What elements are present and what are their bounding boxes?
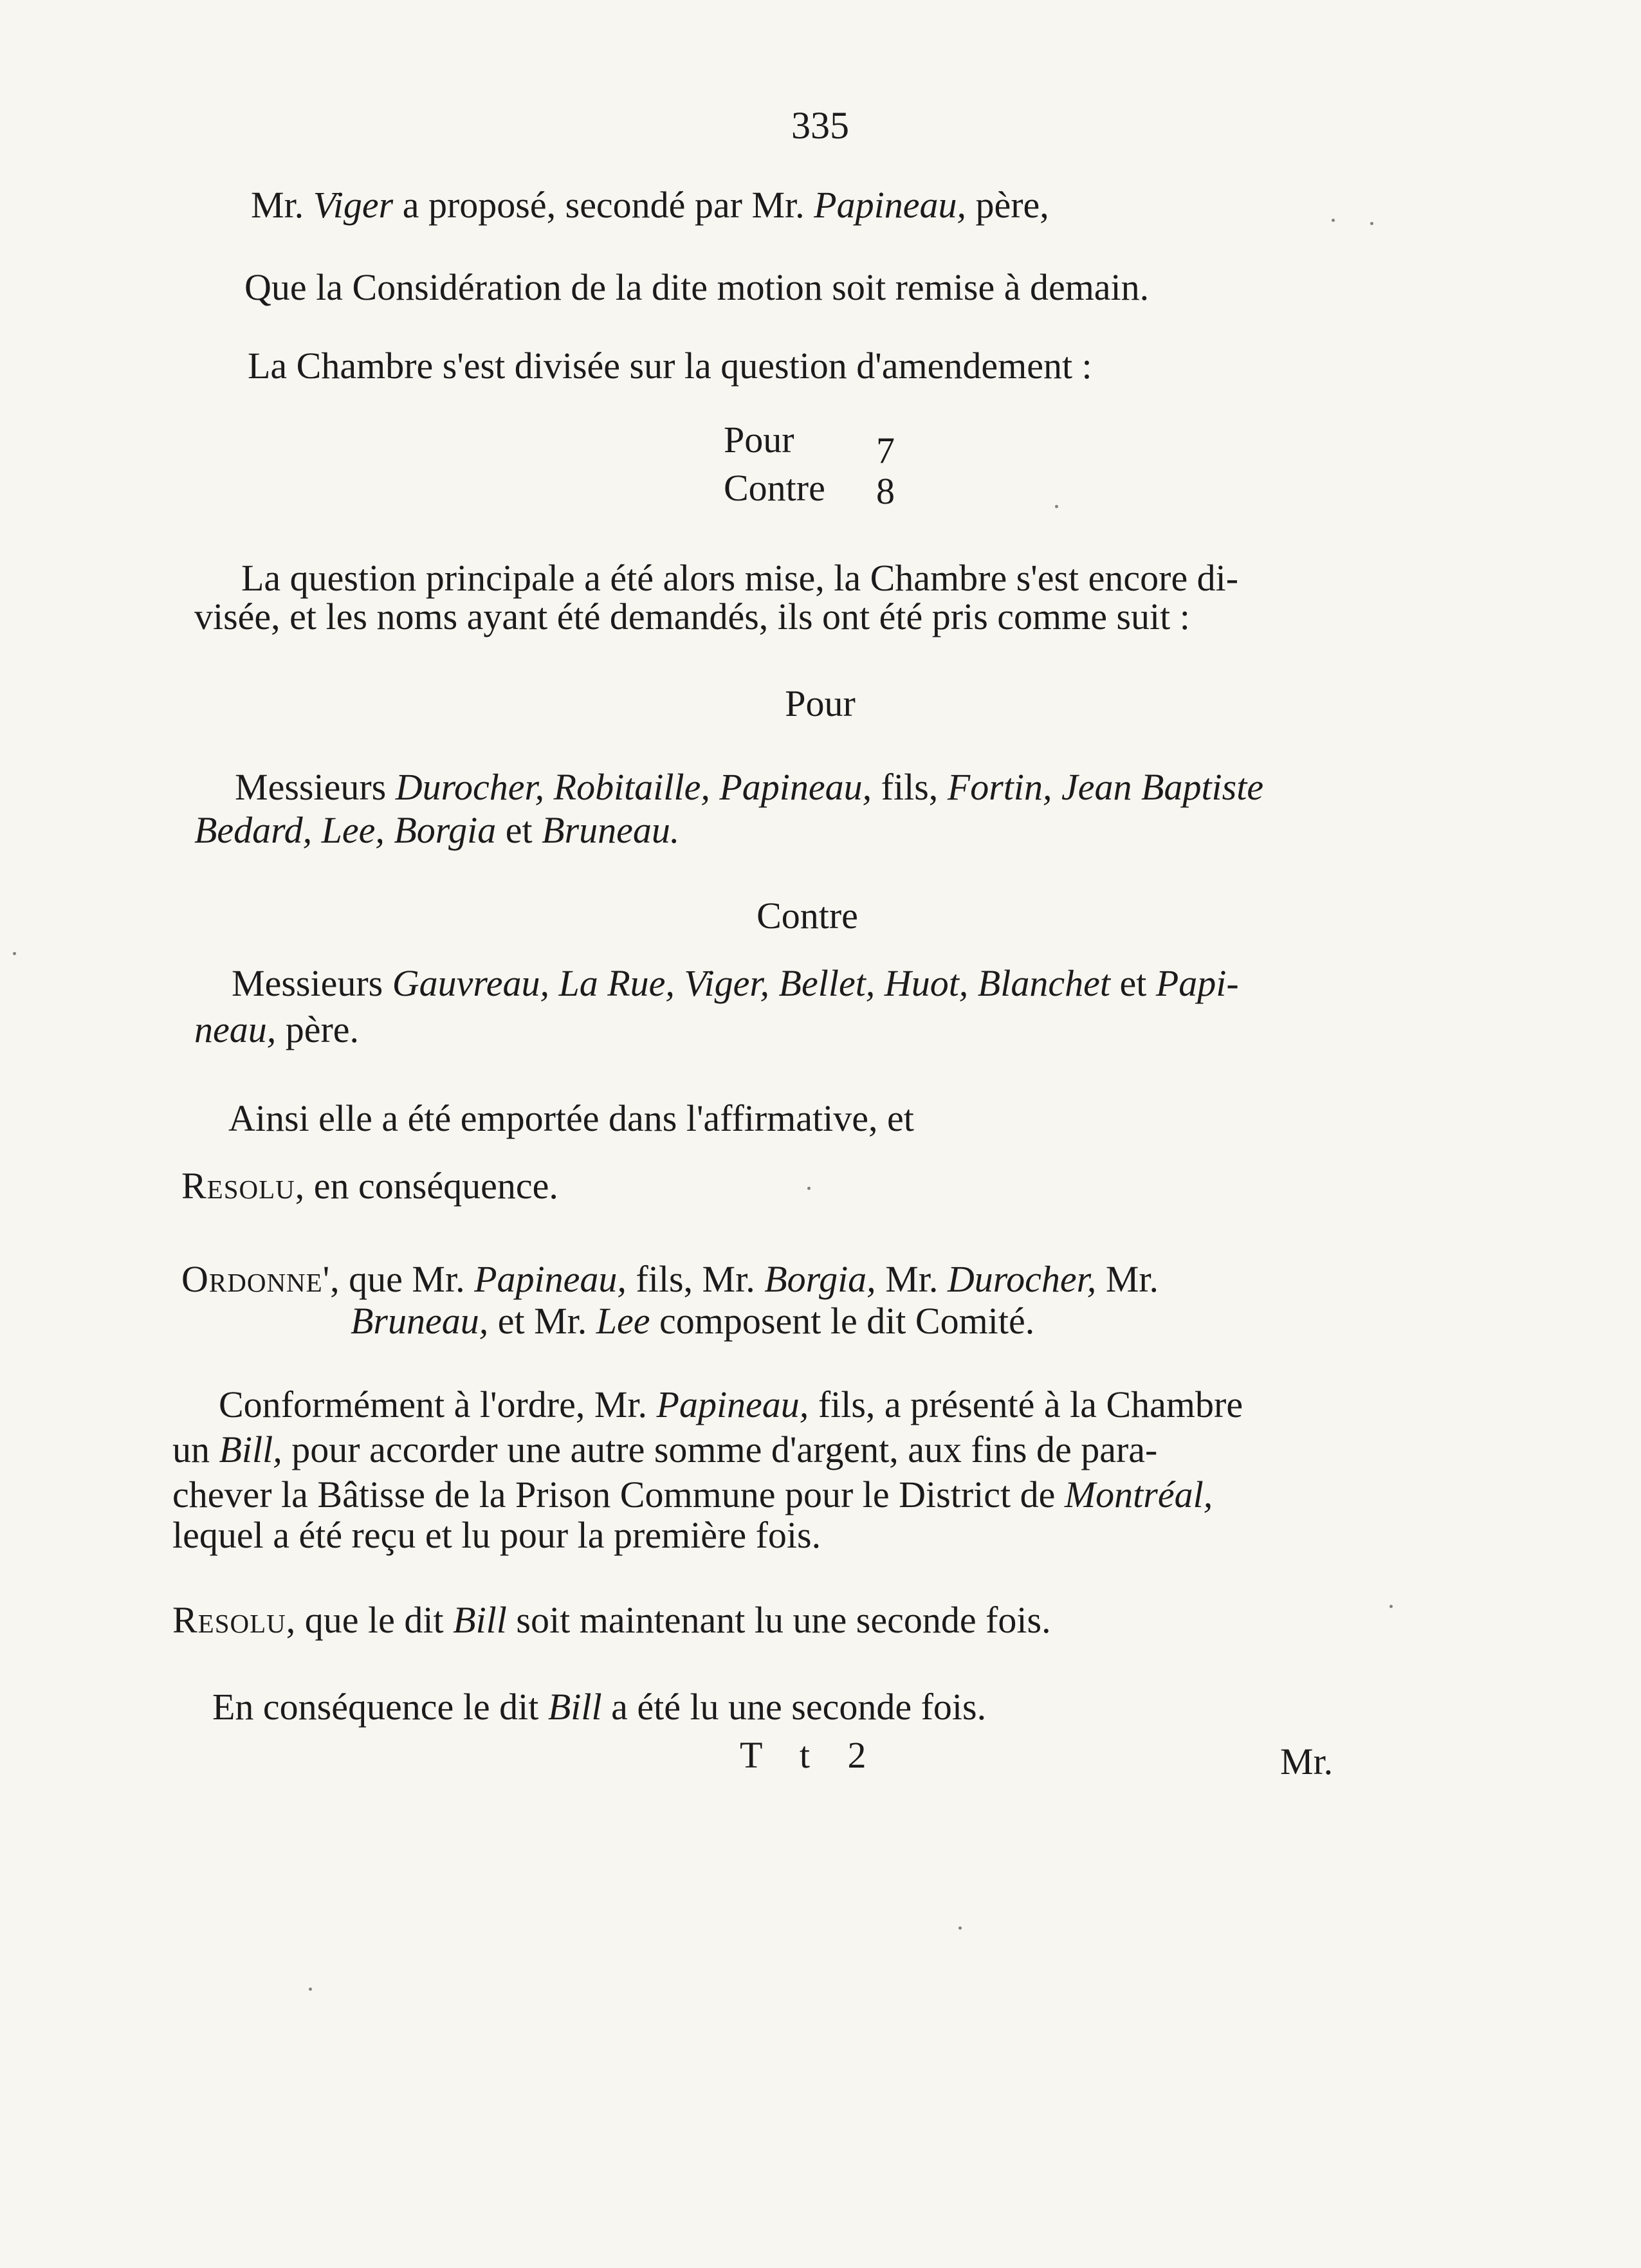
vote-contre-count: 8: [876, 470, 895, 512]
contre-heading: Contre: [756, 895, 858, 937]
print-speck: [807, 1187, 811, 1190]
conformement-line-4: lequel a été reçu et lu pour la première fois.: [172, 1514, 821, 1556]
text: pour accorder une autre somme d'argent, aux fins de para-: [282, 1429, 1158, 1470]
text: En conséquence le dit: [212, 1686, 548, 1728]
text: fils, Mr.: [626, 1258, 765, 1300]
text: et: [1110, 962, 1156, 1004]
print-speck: [1055, 505, 1058, 508]
pour-names-line-2: [194, 809, 680, 851]
catchword: Mr.: [1280, 1741, 1334, 1782]
print-speck: [1389, 1605, 1393, 1608]
text: chever la Bâtisse de la Prison Commune pour le District de: [172, 1474, 1065, 1515]
place-name: Montréal,: [1064, 1474, 1213, 1515]
text: et Mr.: [488, 1300, 596, 1342]
contre-names-line-1: [232, 962, 1239, 1004]
conformement-line-1: [219, 1386, 1243, 1423]
name: neau,: [194, 1009, 277, 1050]
motion-proposer-line: [251, 184, 1049, 226]
text: a proposé, secondé par Mr.: [393, 184, 814, 226]
pour-names-line-1: [235, 766, 1264, 808]
vote-pour-label: Pour: [724, 419, 794, 461]
pour-heading: Pour: [785, 682, 856, 724]
text: et: [496, 809, 542, 851]
text: a été lu une seconde fois.: [601, 1686, 987, 1728]
name: Durocher, Robitaille, Papineau,: [395, 766, 872, 808]
bill-word: Bill: [547, 1686, 602, 1728]
print-speck: [1370, 222, 1373, 225]
signature-mark: T t 2: [740, 1734, 881, 1776]
name: Gauvreau, La Rue, Viger, Bellet, Huot, Blanchet: [392, 962, 1110, 1004]
name: Bedard, Lee, Borgia: [194, 809, 497, 851]
text: père.: [276, 1009, 360, 1050]
text: , que Mr.: [330, 1258, 475, 1300]
conformement-line-2: [172, 1431, 1157, 1468]
resolu-label: Resolu: [181, 1165, 295, 1207]
name: Bruneau,: [351, 1300, 489, 1342]
principal-question-line-2: visée, et les noms ayant été demandés, ils ont été pris comme suit :: [194, 596, 1190, 637]
text: un: [172, 1429, 219, 1470]
text: fils,: [872, 766, 948, 808]
name: Borgia,: [764, 1258, 876, 1300]
text: père,: [966, 184, 1049, 226]
name: Papineau,: [656, 1384, 809, 1425]
bill-word: Bill: [453, 1599, 507, 1641]
print-speck: [13, 952, 16, 955]
resolu-label: Resolu: [172, 1599, 286, 1641]
name: Durocher,: [947, 1258, 1097, 1300]
name: Papineau,: [814, 184, 966, 226]
ainsi-line: Ainsi elle a été emportée dans l'affirmative, et: [228, 1097, 914, 1139]
vote-contre-label: Contre: [724, 467, 825, 509]
bill-word: Bill,: [219, 1429, 282, 1470]
text: Mr.: [876, 1258, 948, 1300]
text: Messieurs: [232, 962, 392, 1004]
name: Fortin, Jean Baptiste: [947, 766, 1264, 808]
text: Messieurs: [235, 766, 396, 808]
text: Mr.: [1096, 1258, 1159, 1300]
resolu-line-2: [172, 1599, 1051, 1641]
name: Bruneau.: [542, 809, 680, 851]
text: fils, a présenté à la Chambre: [809, 1384, 1243, 1425]
text: Conformément à l'ordre, Mr.: [219, 1384, 657, 1425]
vote-pour-count: 7: [876, 430, 895, 471]
print-speck: [958, 1926, 962, 1930]
conformement-line-3: [172, 1476, 1213, 1514]
division-amendment-line: La Chambre s'est divisée sur la question d'amendement :: [248, 345, 1092, 387]
text: Mr.: [251, 184, 313, 226]
contre-names-line-2: [194, 1011, 359, 1048]
text: composent le dit Comité.: [650, 1300, 1035, 1342]
name: Viger: [313, 184, 394, 226]
print-speck: [309, 1988, 312, 1991]
ordonne-line-1: [181, 1258, 1159, 1300]
name: Papineau,: [474, 1258, 627, 1300]
consequence-line: [212, 1688, 986, 1726]
resolu-line-1: [181, 1167, 558, 1205]
ordonne-line-2: [351, 1300, 1035, 1342]
motion-text-line: Que la Considération de la dite motion soit remise à demain.: [244, 266, 1150, 308]
name: Papi-: [1155, 962, 1239, 1004]
print-speck: [1332, 219, 1335, 222]
name: Lee: [596, 1300, 650, 1342]
ordonne-label: Ordonne': [181, 1258, 331, 1300]
page-number: 335: [791, 104, 849, 147]
principal-question-line-1: La question principale a été alors mise, la Chambre s'est encore di-: [241, 557, 1239, 599]
text: soit maintenant lu une seconde fois.: [506, 1599, 1051, 1641]
text: , en conséquence.: [295, 1165, 558, 1207]
text: , que le dit: [286, 1599, 454, 1641]
